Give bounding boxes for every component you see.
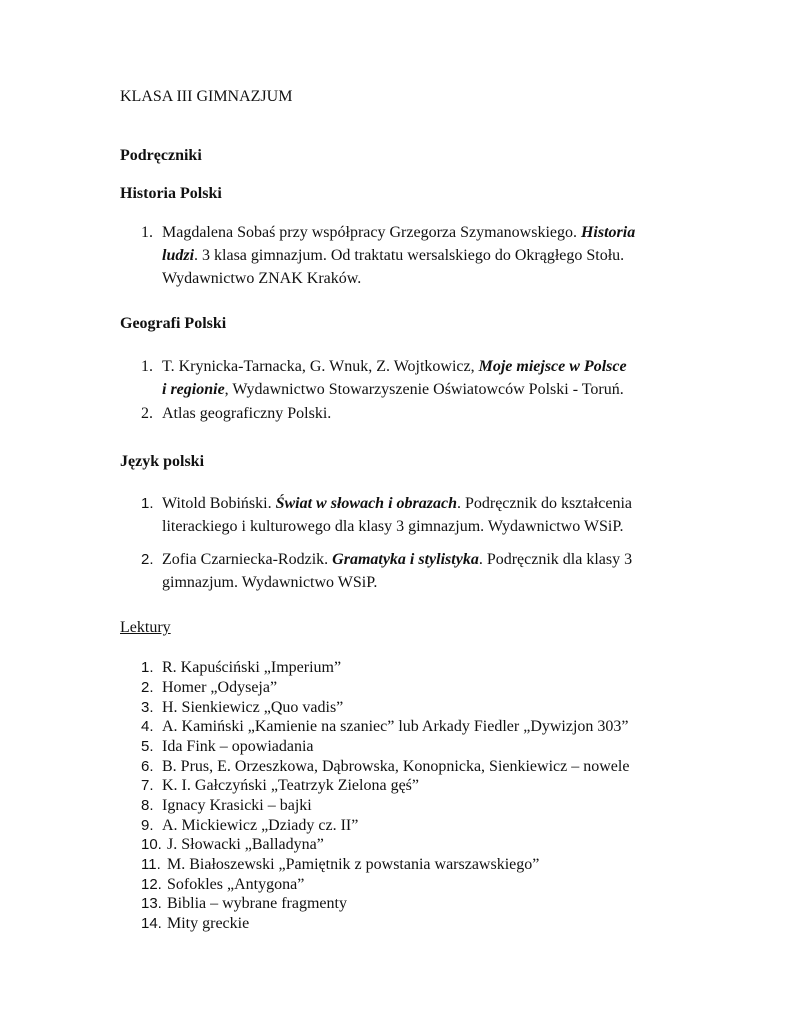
reading-item: A. Kamiński „Kamienie na szaniec” lub Arkady Fiedler „Dywizjon 303” <box>162 718 629 735</box>
document-title: KLASA III GIMNAZJUM <box>120 88 293 105</box>
reading-item: Biblia – wybrane fragmenty <box>167 895 347 912</box>
reading-item: Ignacy Krasicki – bajki <box>162 797 312 814</box>
polish-item-1-title: Świat w słowach i obrazach <box>275 495 457 512</box>
heading-geography: Geografi Polski <box>120 315 227 332</box>
heading-polish: Język polski <box>120 453 205 470</box>
polish-item-2-title: Gramatyka i stylistyka <box>332 551 479 568</box>
reading-item: Homer „Odyseja” <box>162 679 278 696</box>
reading-item: J. Słowacki „Balladyna” <box>167 836 324 853</box>
reading-number: 6. <box>141 758 154 775</box>
reading-number: 9. <box>141 817 154 834</box>
history-title-part2: ludzi <box>162 247 195 264</box>
polish-item-2-line2: gimnazjum. Wydawnictwo WSiP. <box>162 574 378 591</box>
geography-item-1-line1 <box>162 356 627 378</box>
reading-item: Ida Fink – opowiadania <box>162 738 314 755</box>
geography-title-part2: i regionie <box>162 381 225 398</box>
history-author: Magdalena Sobaś przy współpracy Grzegorza Szymanowskiego. <box>162 224 581 241</box>
reading-number: 14. <box>141 915 162 932</box>
reading-number: 10. <box>141 836 162 853</box>
reading-number: 3. <box>141 699 154 716</box>
reading-item: Sofokles „Antygona” <box>167 876 305 893</box>
geography-item-1-line2 <box>162 379 624 401</box>
polish-item-2-number: 2. <box>141 551 154 568</box>
history-item-1-line1 <box>162 222 635 244</box>
history-publisher: Wydawnictwo ZNAK Kraków. <box>162 270 362 287</box>
reading-number: 2. <box>141 679 154 696</box>
reading-item: A. Mickiewicz „Dziady cz. II” <box>162 817 359 834</box>
reading-number: 5. <box>141 738 154 755</box>
geography-authors: T. Krynicka-Tarnacka, G. Wnuk, Z. Wojtkowicz, <box>162 358 479 375</box>
reading-number: 7. <box>141 777 154 794</box>
reading-number: 4. <box>141 718 154 735</box>
history-description: . 3 klasa gimnazjum. Od traktatu wersalskiego do Okrągłego Stołu. <box>194 247 625 264</box>
reading-number: 13. <box>141 895 162 912</box>
geography-item-1-number: 1. <box>141 358 153 375</box>
reading-number: 8. <box>141 797 154 814</box>
reading-item: M. Białoszewski „Pamiętnik z powstania warszawskiego” <box>167 856 540 873</box>
reading-item: H. Sienkiewicz „Quo vadis” <box>162 699 344 716</box>
reading-number: 1. <box>141 659 154 676</box>
polish-item-1-author: Witold Bobiński. <box>162 495 276 512</box>
reading-number: 11. <box>141 856 161 873</box>
polish-item-1-desc: . Podręcznik do kształcenia <box>456 495 633 512</box>
geography-title-part1: Moje miejsce w Polsce <box>478 358 627 375</box>
history-item-1-line2 <box>162 245 624 267</box>
polish-item-2-author: Zofia Czarniecka-Rodzik. <box>162 551 333 568</box>
reading-number: 12. <box>141 876 162 893</box>
geography-item-2-number: 2. <box>141 405 153 422</box>
history-title-part1: Historia <box>580 224 636 241</box>
geography-publisher: , Wydawnictwo Stowarzyszenie Oświatowców Polski - Toruń. <box>224 381 624 398</box>
polish-item-1-line1 <box>162 493 632 515</box>
heading-history: Historia Polski <box>120 185 222 202</box>
reading-item: B. Prus, E. Orzeszkowa, Dąbrowska, Konopnicka, Sienkiewicz – nowele <box>162 758 630 775</box>
heading-readings: Lektury <box>120 619 171 636</box>
polish-item-1-number: 1. <box>141 495 154 512</box>
geography-item-2-text: Atlas geograficzny Polski. <box>162 405 332 422</box>
reading-item: R. Kapuściński „Imperium” <box>162 659 342 676</box>
polish-item-1-line2: literackiego i kulturowego dla klasy 3 gimnazjum. Wydawnictwo WSiP. <box>162 518 624 535</box>
history-item-1-number: 1. <box>141 224 153 241</box>
reading-item: Mity greckie <box>167 915 250 932</box>
polish-item-2-desc: . Podręcznik dla klasy 3 <box>478 551 633 568</box>
reading-item: K. I. Gałczyński „Teatrzyk Zielona gęś” <box>162 777 419 794</box>
polish-item-2-line1 <box>162 549 632 571</box>
section-heading-textbooks: Podręczniki <box>120 147 202 164</box>
